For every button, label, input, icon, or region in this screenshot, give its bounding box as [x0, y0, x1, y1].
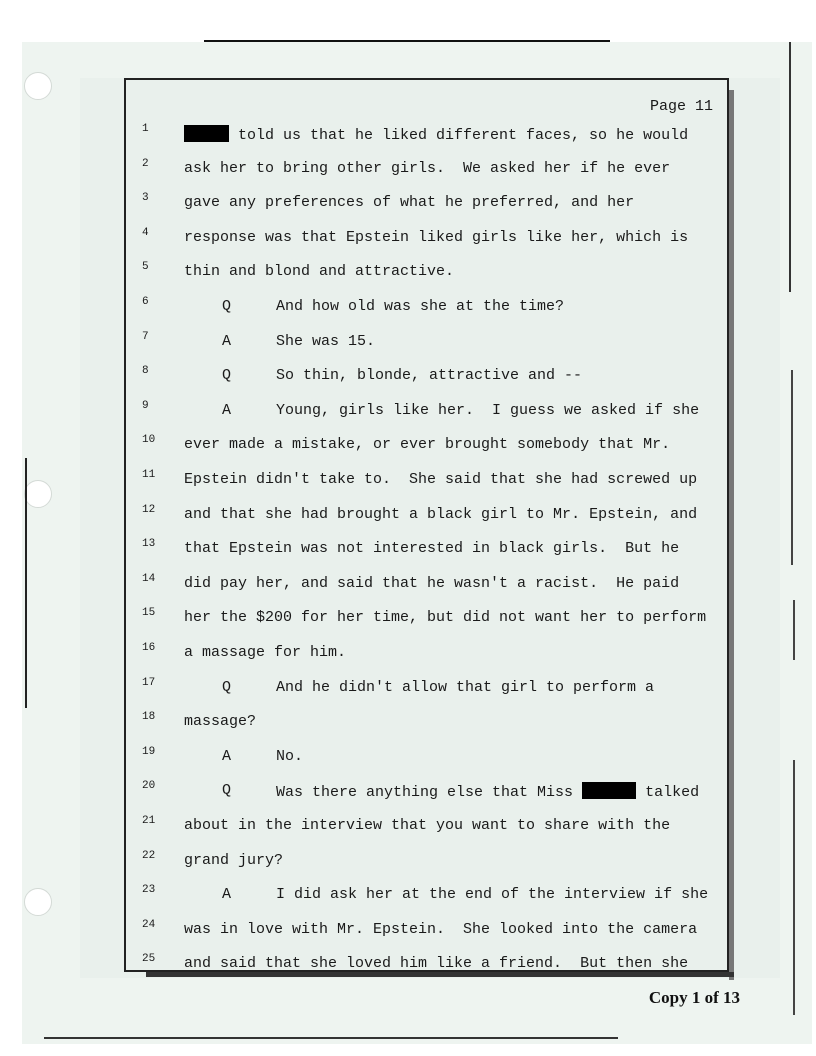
transcript-line: [126, 226, 726, 251]
transcript-line: [126, 330, 726, 355]
speaker-label: Q: [222, 782, 232, 800]
line-text: [184, 644, 346, 661]
speaker-label: A: [222, 332, 232, 350]
transcript-line: [126, 713, 726, 735]
transcript-line: [126, 125, 726, 147]
transcript-line: [126, 849, 726, 874]
line-number: 12: [142, 503, 156, 516]
line-number: 11: [142, 469, 156, 481]
transcript-line: [126, 644, 726, 666]
line-text-segment: massage?: [184, 713, 257, 731]
redaction-block: [184, 125, 229, 142]
line-text: [276, 367, 582, 384]
line-number: 14: [142, 572, 156, 585]
line-text: [276, 886, 708, 903]
line-number: 23: [142, 884, 156, 897]
line-text: [184, 436, 670, 453]
line-number: 1: [142, 123, 149, 135]
speaker-label: A: [222, 747, 232, 765]
transcript-line: [126, 367, 726, 389]
line-text-segment: Was there anything else that Miss: [276, 784, 583, 802]
line-text-segment: I did ask her at the end of the interview if she: [276, 886, 709, 904]
line-number: 20: [142, 780, 156, 793]
transcript-line: [126, 817, 726, 839]
line-text: [184, 540, 679, 557]
line-text: [184, 506, 697, 523]
transcript-line: [126, 782, 726, 804]
left-edge-rule: [25, 458, 27, 708]
top-scan-rule: [204, 40, 610, 42]
line-text-segment: did pay her, and said that he wasn't a racist. He paid: [184, 574, 680, 592]
line-number: 8: [142, 365, 149, 378]
line-text-segment: thin and blond and attractive.: [184, 263, 455, 281]
speaker-label: Q: [222, 678, 232, 696]
transcript-page: [124, 78, 729, 972]
line-text: [276, 298, 564, 315]
transcript-line: [126, 918, 726, 943]
line-text: [184, 125, 688, 144]
line-text: [184, 229, 688, 246]
line-text-segment: grand jury?: [184, 851, 284, 869]
transcript-line: [126, 471, 726, 493]
right-edge-rule-mid: [791, 370, 793, 565]
line-text-segment: her the $200 for her time, but did not want her to perform: [184, 609, 707, 627]
line-number: 22: [142, 849, 156, 862]
line-text: [184, 575, 679, 592]
line-number: 21: [142, 815, 156, 827]
line-number: 16: [142, 642, 156, 654]
speaker-label: A: [222, 886, 232, 904]
transcript-line: [126, 572, 726, 597]
transcript-line: [126, 955, 726, 977]
line-text: [184, 817, 670, 834]
line-text-segment: and that she had brought a black girl to Mr. Epstein, and: [184, 505, 698, 523]
line-text: [276, 782, 699, 801]
line-text-segment: that Epstein was not interested in black girls. But he: [184, 540, 680, 558]
transcript-line: [126, 436, 726, 458]
redaction-block: [582, 782, 636, 799]
speaker-label: Q: [222, 298, 232, 315]
transcript-line: [126, 886, 726, 908]
transcript-line: [126, 745, 726, 770]
punch-hole-top: [24, 72, 52, 100]
frame-shadow-right: [729, 90, 734, 980]
line-number: 13: [142, 538, 156, 551]
line-text-segment: No.: [276, 747, 304, 765]
transcript-line: [126, 676, 726, 701]
line-text-segment: and said that she loved him like a friend. But then she: [184, 955, 689, 973]
line-text-segment: And how old was she at the time?: [276, 298, 565, 315]
line-number: 17: [142, 676, 156, 689]
line-text-segment: told us that he liked different faces, so he would: [229, 127, 689, 144]
line-number: 5: [142, 261, 149, 274]
line-text: [184, 852, 283, 869]
line-text: [276, 679, 654, 696]
line-text-segment: ever made a mistake, or ever brought somebody that Mr.: [184, 436, 671, 454]
line-number: 4: [142, 226, 149, 239]
line-text-segment: So thin, blonde, attractive and --: [276, 367, 583, 385]
punch-hole-middle: [24, 480, 52, 508]
line-number: 3: [142, 192, 149, 205]
line-text-segment: Young, girls like her. I guess we asked if she: [276, 401, 700, 419]
right-edge-rule-bottom: [793, 760, 795, 1015]
right-edge-rule-upper: [789, 42, 791, 292]
speaker-label: A: [222, 401, 232, 419]
line-text: [184, 194, 634, 211]
line-number: 9: [142, 399, 149, 412]
transcript-line: [126, 540, 726, 562]
line-text-segment: And he didn't allow that girl to perform a: [276, 678, 655, 696]
line-text-segment: response was that Epstein liked girls like her, which is: [184, 228, 689, 246]
line-text-segment: talked: [636, 784, 700, 802]
line-number: 2: [142, 157, 149, 170]
line-number: 7: [142, 330, 149, 343]
copy-label: Copy 1 of 13: [648, 988, 740, 1007]
line-text-segment: Epstein didn't take to. She said that she had screwed up: [184, 471, 698, 488]
transcript-line: [126, 157, 726, 182]
line-text-segment: She was 15.: [276, 332, 376, 350]
punch-hole-bottom: [24, 888, 52, 916]
transcript-line: [126, 399, 726, 424]
line-text: [184, 471, 697, 488]
line-text: [184, 609, 706, 626]
line-text-segment: a massage for him.: [184, 644, 347, 661]
line-text: [184, 160, 670, 177]
transcript-line: [126, 194, 726, 216]
line-number: 25: [142, 953, 156, 966]
line-text: [276, 748, 303, 765]
line-text: [184, 921, 697, 938]
line-text: [184, 955, 688, 972]
line-text: [276, 402, 699, 419]
transcript-line: [126, 503, 726, 528]
line-number: 24: [142, 918, 156, 931]
line-text-segment: gave any preferences of what he preferred, and her: [184, 194, 635, 212]
line-text: [276, 333, 375, 350]
transcript-line: [126, 263, 726, 285]
line-number: 19: [142, 745, 156, 758]
line-text-segment: was in love with Mr. Epstein. She looked into the camera: [184, 920, 698, 938]
line-number: 15: [142, 607, 156, 620]
line-number: 6: [142, 296, 149, 308]
page-number: Page 11: [649, 98, 713, 115]
speaker-label: Q: [222, 367, 232, 385]
line-text-segment: about in the interview that you want to share with the: [184, 817, 671, 834]
line-text-segment: ask her to bring other girls. We asked her if he ever: [184, 159, 671, 177]
bottom-scan-rule: [44, 1037, 618, 1039]
transcript-line: [126, 609, 726, 631]
line-text: [184, 713, 256, 730]
line-text: [184, 263, 454, 280]
line-number: 10: [142, 434, 156, 447]
line-number: 18: [142, 711, 156, 724]
transcript-line: [126, 298, 726, 320]
right-edge-rule-lower: [793, 600, 795, 660]
